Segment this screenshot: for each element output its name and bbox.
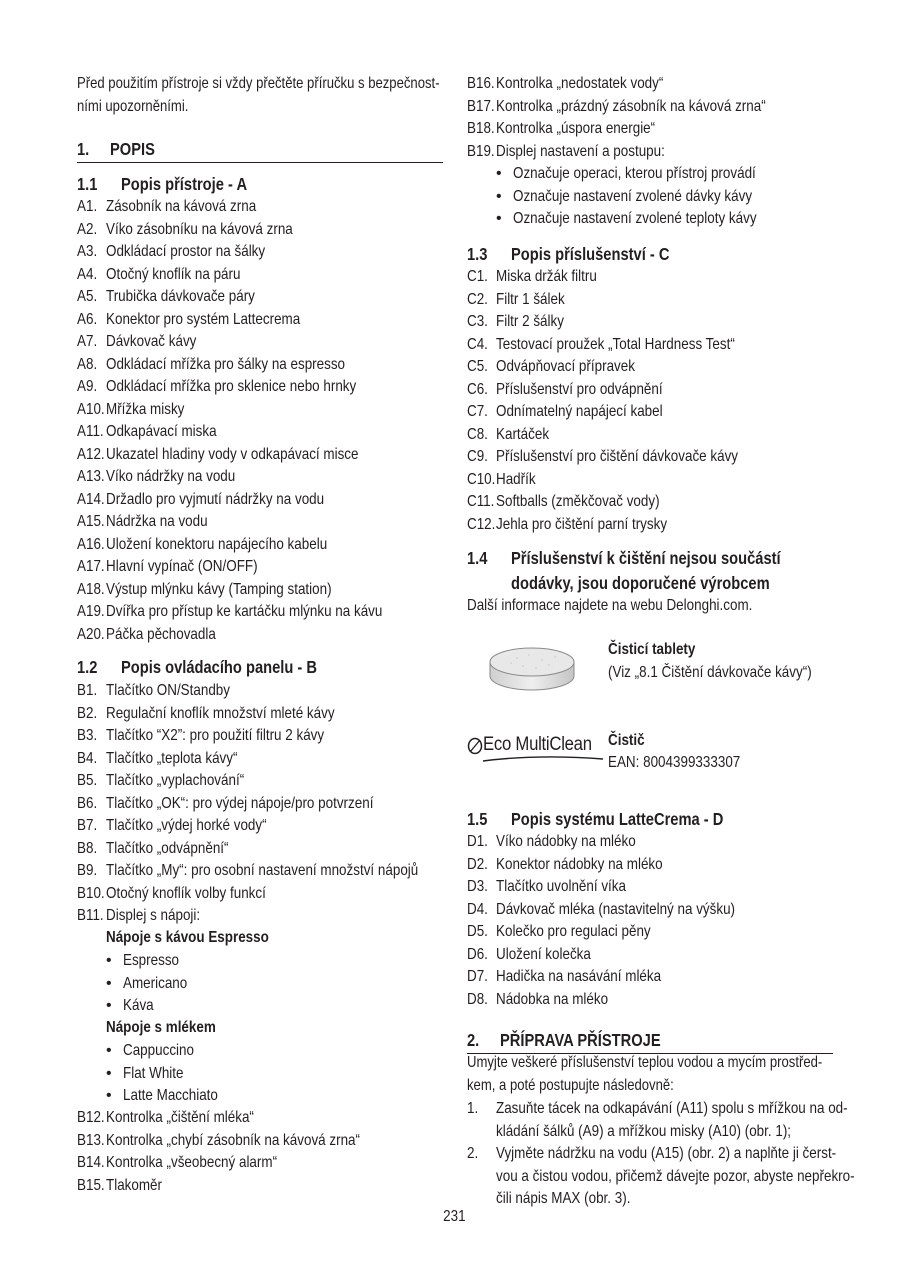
item-code: A16.	[77, 535, 105, 553]
bullet-text: Espresso	[123, 952, 180, 969]
item-code: A12.	[77, 445, 105, 463]
item-code: B6.	[77, 794, 98, 812]
item-code: D7.	[467, 968, 488, 985]
intro-line-1: Před použitím přístroje si vždy přečtěte příručku s bezpečnost-	[77, 75, 440, 92]
section-1-heading	[77, 138, 443, 163]
item-text: Tlačítko ON/Standby	[106, 682, 231, 699]
item-code: D5.	[467, 923, 488, 940]
item-text: Otočný knoflík volby funkcí	[106, 884, 266, 902]
bullet-text: Káva	[123, 997, 154, 1014]
bullet-dot: •	[496, 187, 502, 205]
item-code: B1.	[77, 682, 98, 699]
item-text: Tlačítko „výdej horké vody“	[106, 817, 267, 834]
item-code: C10.	[467, 470, 496, 488]
item-code: C1.	[467, 268, 488, 285]
item-code: A4.	[77, 265, 98, 283]
section-number: 1.	[77, 139, 90, 159]
item-text: Softballs (změkčovač vody)	[496, 493, 660, 510]
bullet-dot: •	[496, 165, 502, 182]
item-text: Zásobník na kávová zrna	[106, 198, 257, 215]
bullet-dot: •	[106, 1087, 112, 1104]
item-text: Dvířka pro přístup ke kartáčku mlýnku na kávu	[106, 603, 383, 620]
item-code: A19.	[77, 603, 105, 620]
item-code: C11.	[467, 493, 495, 510]
coffee-drinks-subheading: Nápoje s kávou Espresso	[106, 929, 269, 946]
item-text: Tlačítko uvolnění víka	[496, 878, 626, 895]
milk-drinks-subheading: Nápoje s mlékem	[106, 1019, 216, 1036]
item-code: D3.	[467, 878, 488, 895]
item-code: C3.	[467, 313, 488, 330]
item-code: A10.	[77, 400, 105, 418]
item-code: C9.	[467, 448, 488, 465]
section-number: 2.	[467, 1030, 480, 1050]
tablet-product-name: Čisticí tablety	[608, 641, 696, 658]
bullet-dot: •	[106, 1064, 112, 1082]
bullet-dot: •	[106, 974, 112, 992]
item-code: C4.	[467, 335, 488, 353]
item-code: B2.	[77, 704, 98, 722]
item-text: Víko nádobky na mléko	[496, 833, 636, 850]
item-code: A3.	[77, 243, 98, 260]
item-text: Hadička na nasávání mléka	[496, 968, 662, 985]
intro-paragraph	[77, 73, 443, 118]
item-text: Kontrolka „všeobecný alarm“	[106, 1154, 278, 1171]
item-text: Displej nastavení a postupu:	[496, 142, 665, 160]
item-code: A7.	[77, 333, 98, 350]
item-text: Testovací proužek „Total Hardness Test“	[496, 335, 735, 353]
item-code: D6.	[467, 945, 488, 963]
item-text: Víko nádržky na vodu	[106, 468, 236, 485]
item-text: Příslušenství pro čištění dávkovače kávy	[496, 448, 739, 465]
subsection-number: 1.3	[467, 244, 488, 264]
item-text: Mřížka misky	[106, 400, 185, 418]
item-code: B4.	[77, 749, 98, 767]
subsection-number: 1.4	[467, 548, 488, 568]
item-text: Kontrolka „nedostatek vody“	[496, 75, 664, 92]
item-text: Miska držák filtru	[496, 268, 597, 285]
item-code: B19.	[467, 142, 495, 160]
item-text: Ukazatel hladiny vody v odkapávací misce	[106, 445, 359, 463]
item-code: A17.	[77, 558, 105, 575]
item-code: A6.	[77, 310, 98, 328]
item-text: Kontrolka „čištění mléka“	[106, 1109, 254, 1126]
item-text: Hadřík	[496, 470, 536, 488]
item-code: B10.	[77, 884, 105, 902]
subsection-title: Popis přístroje - A	[121, 174, 248, 194]
bullet-text: Označuje nastavení zvolené teploty kávy	[513, 210, 757, 227]
item-text: Dávkovač kávy	[106, 333, 197, 350]
item-text: Filtr 2 šálky	[496, 313, 564, 330]
item-text: Příslušenství pro odvápnění	[496, 380, 663, 398]
item-code: B3.	[77, 727, 98, 744]
bullet-text: Americano	[123, 974, 188, 992]
item-code: B5.	[77, 772, 98, 789]
cleaner-product-name: Čistič	[608, 732, 645, 749]
cleaner-ean: EAN: 8004399333307	[608, 754, 741, 771]
item-code: B7.	[77, 817, 98, 834]
item-code: C5.	[467, 358, 488, 375]
item-text: Víko zásobníku na kávová zrna	[106, 220, 293, 238]
section-2-intro: Umyjte veškeré příslušenství teplou vodou a mycím prostřed- kem, a poté postupujte následovně:	[467, 1054, 823, 1094]
item-text: Tlačítko „teplota kávy“	[106, 749, 238, 767]
section-2-heading	[467, 1029, 833, 1054]
item-text: Displej s nápoji:	[106, 907, 201, 924]
item-code: A9.	[77, 378, 98, 395]
item-text: Kontrolka „prázdný zásobník na kávová zrna“	[496, 97, 766, 115]
item-text: Tlačítko „My“: pro osobní nastavení množství nápojů	[106, 862, 419, 879]
item-text: Tlačítko „OK“: pro výdej nápoje/pro potvrzení	[106, 794, 374, 812]
item-code: A15.	[77, 513, 105, 530]
item-code: B17.	[467, 97, 495, 115]
item-text: Uložení konektoru napájecího kabelu	[106, 535, 328, 553]
tablet-product-note: (Viz „8.1 Čištění dávkovače kávy“)	[608, 664, 812, 681]
bullet-dot: •	[496, 210, 502, 227]
item-text: Odkládací mřížka pro sklenice nebo hrnky	[106, 378, 357, 395]
item-code: C7.	[467, 403, 488, 420]
item-text: Kartáček	[496, 425, 550, 443]
bullet-text: Cappuccino	[123, 1042, 194, 1059]
section-title: PŘÍPRAVA PŘÍSTROJE	[500, 1030, 661, 1050]
item-text: Jehla pro čištění parní trysky	[496, 515, 668, 533]
item-text: Nádržka na vodu	[106, 513, 208, 530]
cleaning-tablet-image	[487, 646, 577, 694]
subsection-number: 1.1	[77, 174, 98, 194]
item-text: Tlakoměr	[106, 1176, 163, 1194]
item-code: B9.	[77, 862, 98, 879]
subsection-number: 1.5	[467, 809, 488, 829]
item-code: D4.	[467, 900, 488, 918]
item-text: Odkládací prostor na šálky	[106, 243, 266, 260]
item-text: Kontrolka „chybí zásobník na kávová zrna“	[106, 1131, 360, 1149]
item-code: B15.	[77, 1176, 105, 1194]
item-text: Výstup mlýnku kávy (Tamping station)	[106, 580, 332, 598]
item-text: Tlačítko “X2”: pro použití filtru 2 kávy	[106, 727, 325, 744]
item-text: Odvápňovací přípravek	[496, 358, 635, 375]
item-code: C2.	[467, 290, 488, 308]
item-text: Uložení kolečka	[496, 945, 591, 963]
item-code: C12.	[467, 515, 496, 533]
item-code: B18.	[467, 120, 495, 137]
item-code: B13.	[77, 1131, 105, 1149]
item-text: Odnímatelný napájecí kabel	[496, 403, 663, 420]
item-text: Konektor pro systém Lattecrema	[106, 310, 301, 328]
bullet-dot: •	[106, 1042, 112, 1059]
subsection-number: 1.2	[77, 657, 98, 677]
item-text: Kontrolka „úspora energie“	[496, 120, 656, 137]
section-title: POPIS	[110, 139, 155, 159]
bullet-text: Flat White	[123, 1064, 184, 1082]
eco-logo-text: Eco MultiClean	[483, 734, 592, 755]
item-code: A8.	[77, 355, 98, 373]
item-code: A13.	[77, 468, 105, 485]
bullet-text: Označuje operaci, kterou přístroj provádí	[513, 165, 756, 182]
item-code: D1.	[467, 833, 488, 850]
item-text: Otočný knoflík na páru	[106, 265, 241, 283]
item-code: B11.	[77, 907, 104, 924]
item-text: Držadlo pro vyjmutí nádržky na vodu	[106, 490, 325, 508]
subsection-title: Popis systému LatteCrema - D	[511, 809, 724, 829]
item-code: A14.	[77, 490, 105, 508]
item-text: Páčka pěchovadla	[106, 625, 216, 643]
item-code: B16.	[467, 75, 495, 92]
item-code: B12.	[77, 1109, 105, 1126]
item-code: A18.	[77, 580, 105, 598]
item-code: D2.	[467, 855, 488, 873]
item-text: Kolečko pro regulaci pěny	[496, 923, 651, 940]
item-text: Dávkovač mléka (nastavitelný na výšku)	[496, 900, 736, 918]
item-code: A11.	[77, 423, 104, 440]
item-text: Tlačítko „odvápnění“	[106, 839, 229, 857]
subsection-title-line-2: dodávky, jsou doporučené výrobcem	[511, 573, 770, 593]
item-code: D8.	[467, 990, 488, 1008]
item-text: Odkládací mřížka pro šálky na espresso	[106, 355, 346, 373]
subsection-title: Popis ovládacího panelu - B	[121, 657, 318, 677]
item-code: B8.	[77, 839, 98, 857]
page-number: 231	[443, 1208, 466, 1225]
bullet-dot: •	[106, 952, 112, 969]
subsection-title-line-1: Příslušenství k čištění nejsou součástí	[511, 548, 781, 568]
item-text: Filtr 1 šálek	[496, 290, 565, 308]
item-text: Regulační knoflík množství mleté kávy	[106, 704, 335, 722]
intro-line-2: ními upozorněními.	[77, 97, 189, 115]
item-code: A5.	[77, 288, 98, 305]
item-code: C6.	[467, 380, 488, 398]
item-text: Hlavní vypínač (ON/OFF)	[106, 558, 258, 575]
item-code: C8.	[467, 425, 488, 443]
subsection-title: Popis příslušenství - C	[511, 244, 670, 264]
item-code: A1.	[77, 198, 98, 215]
bullet-dot: •	[106, 997, 112, 1014]
item-text: Nádobka na mléko	[496, 990, 609, 1008]
item-text: Konektor nádobky na mléko	[496, 855, 663, 873]
item-code: A20.	[77, 625, 105, 643]
item-code: A2.	[77, 220, 98, 238]
item-code: B14.	[77, 1154, 105, 1171]
eco-multiclean-logo	[467, 732, 607, 773]
bullet-text: Latte Macchiato	[123, 1087, 218, 1104]
item-text: Odkapávací miska	[106, 423, 217, 440]
item-text: Trubička dávkovače páry	[106, 288, 255, 305]
bullet-text: Označuje nastavení zvolené dávky kávy	[513, 187, 753, 205]
item-text: Tlačítko „vyplachování“	[106, 772, 245, 789]
